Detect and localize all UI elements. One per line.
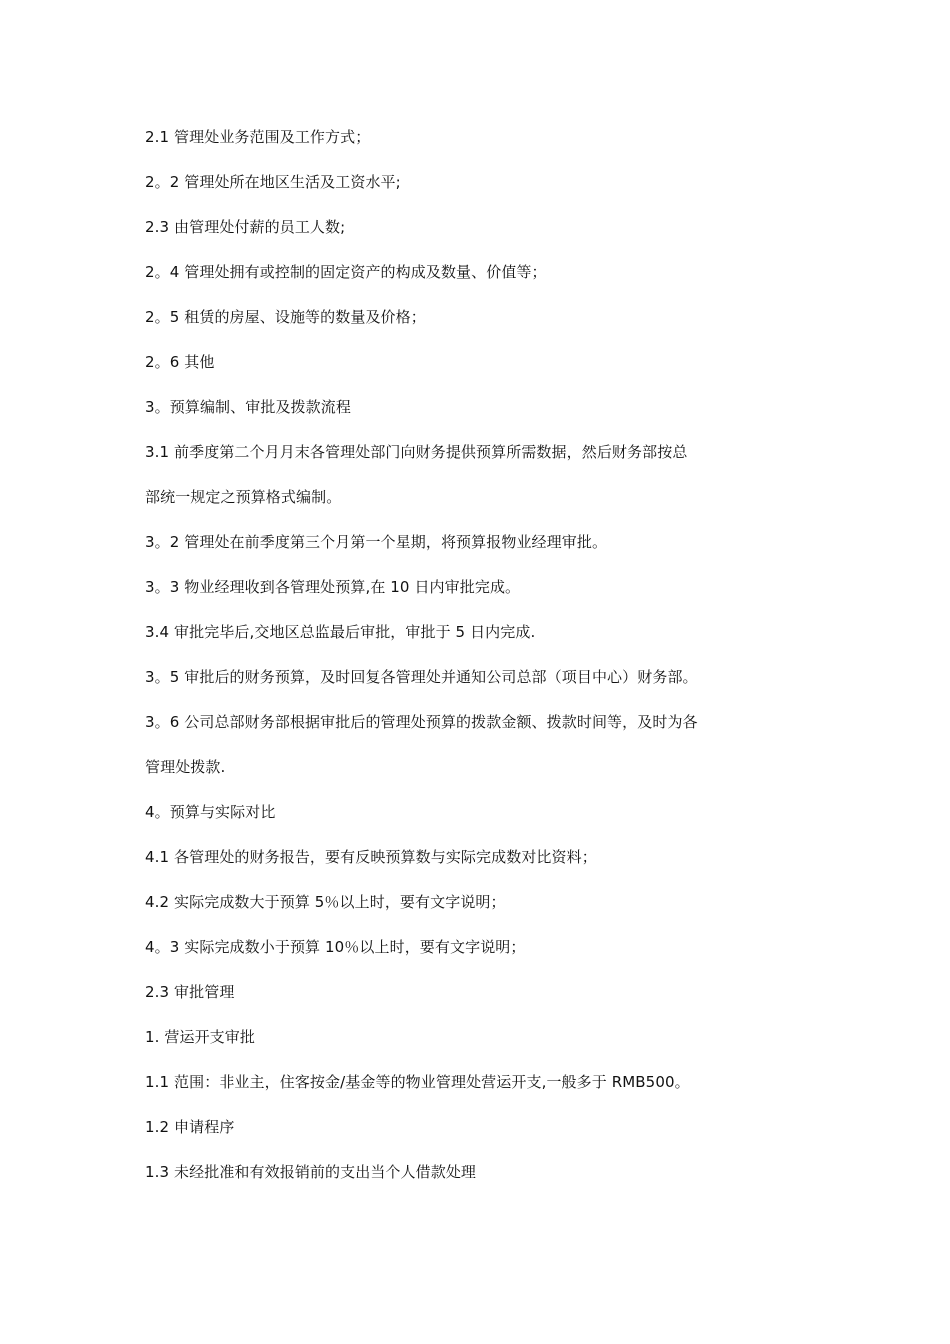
text-line: 2.3 由管理处付薪的员工人数; (145, 218, 346, 236)
text-line: 1.2 申请程序 (145, 1118, 235, 1136)
text-line: 1.1 范围：非业主，住客按金/基金等的物业管理处营运开支,一般多于 RMB500。 (145, 1073, 690, 1091)
text-line: 2。4 管理处拥有或控制的固定资产的构成及数量、价值等； (145, 263, 547, 281)
text-line: 2.1 管理处业务范围及工作方式； (145, 128, 371, 146)
text-line: 3。5 审批后的财务预算，及时回复各管理处并通知公司总部（项目中心）财务部。 (145, 668, 698, 686)
text-line: 2。2 管理处所在地区生活及工资水平; (145, 173, 401, 191)
text-line: 管理处拨款. (145, 758, 226, 776)
text-line: 4。3 实际完成数小于预算 10％以上时，要有文字说明； (145, 938, 526, 956)
text-line: 3。3 物业经理收到各管理处预算,在 10 日内审批完成。 (145, 578, 521, 596)
text-line: 部统一规定之预算格式编制。 (145, 488, 342, 506)
text-line: 1.3 未经批准和有效报销前的支出当个人借款处理 (145, 1163, 477, 1181)
text-line: 4.1 各管理处的财务报告，要有反映预算数与实际完成数对比资料； (145, 848, 597, 866)
section-heading: 3。预算编制、审批及拨款流程 (145, 398, 351, 416)
section-heading: 1. 营运开支审批 (145, 1028, 255, 1046)
section-heading: 2.3 审批管理 (145, 983, 235, 1001)
text-line: 2。5 租赁的房屋、设施等的数量及价格； (145, 308, 426, 326)
text-line: 3.1 前季度第二个月月末各管理处部门向财务提供预算所需数据，然后财务部按总 (145, 443, 688, 461)
text-line: 3.4 审批完毕后,交地区总监最后审批，审批于 5 日内完成. (145, 623, 536, 641)
text-line: 3。6 公司总部财务部根据审批后的管理处预算的拨款金额、拨款时间等，及时为各 (145, 713, 698, 731)
document-body (145, 122, 825, 1202)
text-line: 3。2 管理处在前季度第三个月第一个星期，将预算报物业经理审批。 (145, 533, 608, 551)
section-heading: 4。预算与实际对比 (145, 803, 276, 821)
text-line: 4.2 实际完成数大于预算 5％以上时，要有文字说明； (145, 893, 506, 911)
text-line: 2。6 其他 (145, 353, 215, 371)
